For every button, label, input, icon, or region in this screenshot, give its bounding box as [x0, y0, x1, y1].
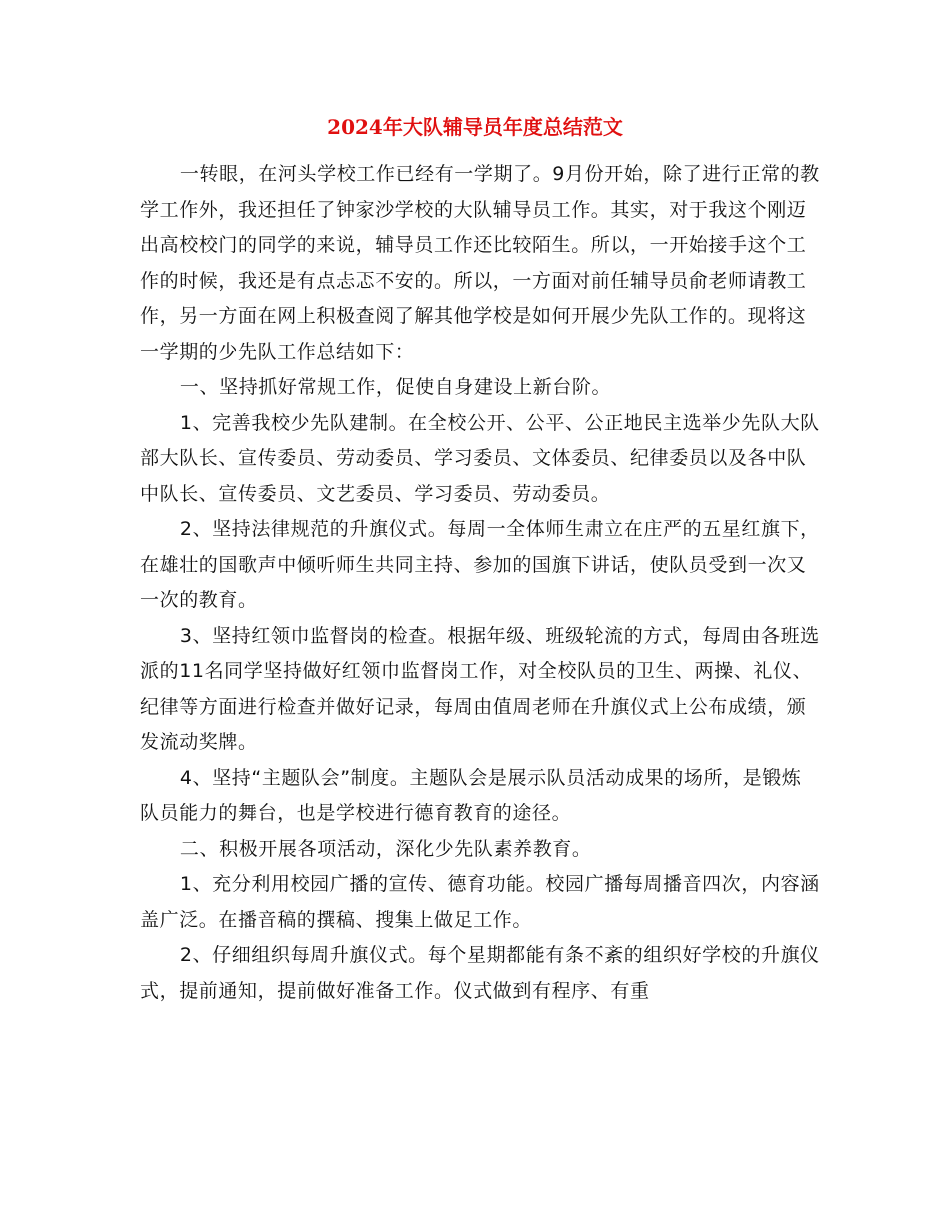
- paragraph-item-1-2: 2、坚持法律规范的升旗仪式。每周一全体师生肃立在庄严的五星红旗下，在雄壮的国歌声中倾听师生共同主持、参加的国旗下讲话，使队员受到一次又一次的教育。: [140, 518, 820, 611]
- document-body: [140, 157, 820, 1009]
- paragraph-heading-2: 二、积极开展各项活动，深化少先队素养教育。: [179, 837, 592, 860]
- paragraph-heading-1: 一、坚持抓好常规工作，促使自身建设上新台阶。: [179, 376, 612, 398]
- paragraph-item-2-1: 1、充分利用校园广播的宣传、德育功能。校园广播每周播音四次，内容涵盖广泛。在播音稿的撰稿、搜集上做足工作。: [140, 873, 820, 931]
- document-title: 2024年大队辅导员年度总结范文: [327, 115, 623, 139]
- paragraph-item-1-3: 3、坚持红领巾监督岗的检查。根据年级、班级轮流的方式，每周由各班选派的11名同学坚持做好红领巾监督岗工作，对全校队员的卫生、两操、礼仪、纪律等方面进行检查并做好记录，每周由值周老师在升旗仪式上公布成绩，颁发流动奖牌。: [140, 624, 820, 753]
- paragraph-item-2-2: 2、仔细组织每周升旗仪式。每个星期都能有条不紊的组织好学校的升旗仪式，提前通知，提前做好准备工作。仪式做到有程序、有重: [140, 944, 820, 1002]
- paragraph-item-1-4: 4、坚持“主题队会”制度。主题队会是展示队员活动成果的场所，是锻炼队员能力的舞台，也是学校进行德育教育的途径。: [140, 766, 802, 824]
- paragraph-item-1-1: 1、完善我校少先队建制。在全校公开、公平、公正地民主选举少先队大队部大队长、宣传委员、劳动委员、学习委员、文体委员、纪律委员以及各中队中队长、宣传委员、文艺委员、学习委员、劳动委员。: [140, 411, 820, 505]
- paragraph-intro: 一转眼，在河头学校工作已经有一学期了。9月份开始，除了进行正常的教学工作外，我还担任了钟家沙学校的大队辅导员工作。其实，对于我这个刚迈出高校校门的同学的来说，辅导员工作还比较陌生。所以，一开始接手这个工作的时候，我还是有点忐忑不安的。所以，一方面对前任辅导员俞老师请教工作，另一方面在网上积极查阅了解其他学校是如何开展少先队工作的。现将这一学期的少先队工作总结如下：: [140, 163, 820, 363]
